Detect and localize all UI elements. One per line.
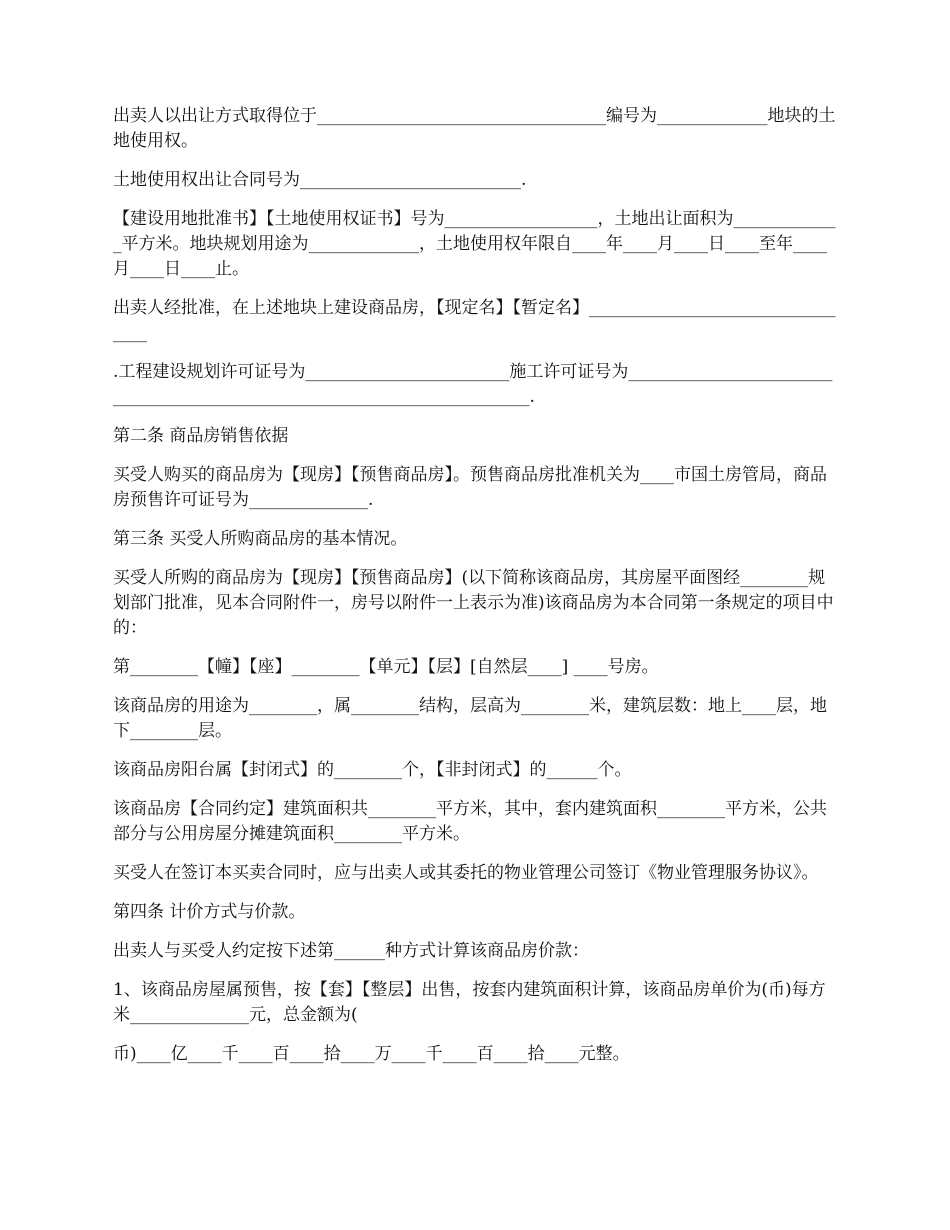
paragraph-price-total: 币)____亿____千____百____拾____万____千____百____拾____元整。 xyxy=(113,1044,630,1064)
paragraph-property-agreement: 买受人在签订本买卖合同时，应与出卖人或其委托的物业管理公司签订《物业管理服务协议》。 xyxy=(113,863,819,883)
paragraph-project-name: 出卖人经批准，在上述地块上建设商品房，【现定名】【暂定名】_________________________________ xyxy=(113,298,836,343)
paragraph-land-location: 出卖人以出让方式取得位于__________________________________编号为_____________地块的土地使用权。 xyxy=(113,106,836,151)
paragraph-permits: .工程建设规划许可证号为________________________施工许可证号为_________________________________________________________________________. xyxy=(113,362,833,407)
paragraph-land-certificate: 【建设用地批准书】【土地使用权证书】号为__________________，土地出让面积为_____________平方米。地块规划用途为_____________，土地使用权年限自____年____月____日____至年____月____日____止。 xyxy=(113,209,836,279)
paragraph-area: 该商品房【合同约定】建筑面积共________平方米，其中，套内建筑面积________平方米，公共部分与公用房屋分摊建筑面积________平方米。 xyxy=(113,799,827,844)
paragraph-usage-structure: 该商品房的用途为________，属________结构，层高为________米，建筑层数：地上____层，地下________层。 xyxy=(113,696,827,741)
paragraph-price-unit: 1、该商品房屋属预售，按【套】【整层】出售，按套内建筑面积计算，该商品房单价为(币)每方米______________元，总金额为( xyxy=(113,980,826,1025)
contract-body xyxy=(113,104,840,1081)
paragraph-contract-number: 土地使用权出让合同号为__________________________. xyxy=(113,170,527,190)
heading-article-3: 第三条 买受人所购商品房的基本情况。 xyxy=(113,529,408,549)
paragraph-room-number: 第________【幢】【座】________【单元】【层】[自然层____] ____号房。 xyxy=(113,657,659,677)
heading-article-4: 第四条 计价方式与价款。 xyxy=(113,902,306,922)
paragraph-pricing-method: 出卖人与买受人约定按下述第______种方式计算该商品房价款： xyxy=(113,941,589,961)
paragraph-house-info: 买受人所购的商品房为【现房】【预售商品房】(以下简称该商品房，其房屋平面图经________规划部门批准，见本合同附件一，房号以附件一上表示为准)该商品房为本合同第一条规定的项目中的： xyxy=(113,568,834,638)
heading-article-2: 第二条 商品房销售依据 xyxy=(113,426,289,446)
paragraph-sale-basis: 买受人购买的商品房为【现房】【预售商品房】。预售商品房批准机关为____市国土房管局，商品房预售许可证号为______________. xyxy=(113,465,827,510)
paragraph-balcony: 该商品房阳台属【封闭式】的________个，【非封闭式】的______个。 xyxy=(113,760,632,780)
